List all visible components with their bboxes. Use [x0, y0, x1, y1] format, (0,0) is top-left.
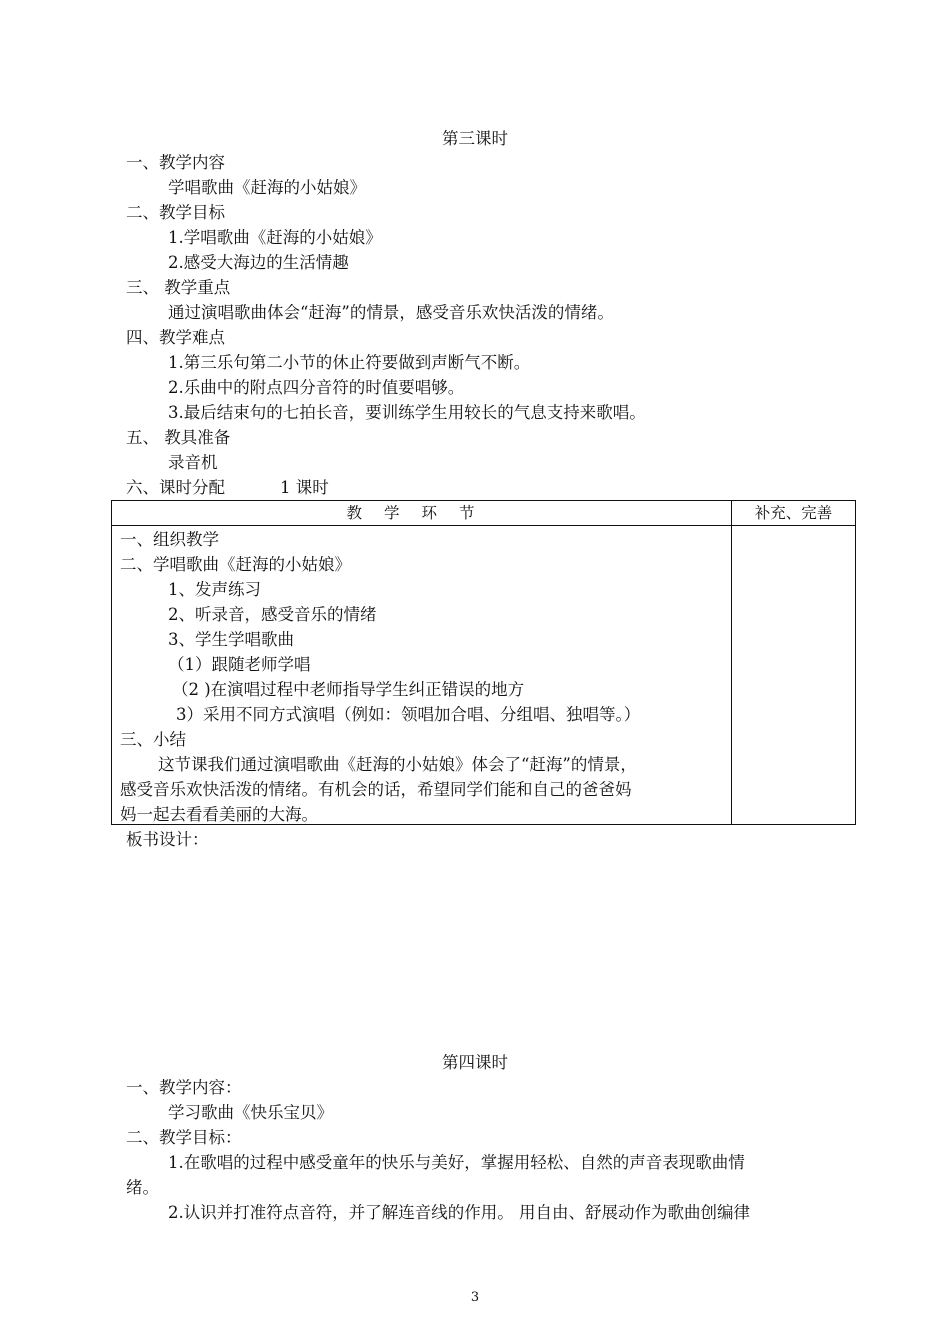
lesson4-goal-2: 2.认识并打准符点音符，并了解连音线的作用。 用自由、舒展动作为歌曲创编律	[168, 1203, 750, 1222]
substep-follow-teacher: （1）跟随老师学唱	[168, 655, 311, 674]
lesson3-goals-heading: 二、教学目标	[126, 203, 225, 222]
lesson-plan-table	[111, 500, 856, 825]
substep-teacher-guidance: （2 )在演唱过程中老师指导学生纠正错误的地方	[172, 680, 525, 699]
step-students-learn: 3、学生学唱歌曲	[168, 630, 294, 649]
lesson4-content-heading: 一、教学内容：	[126, 1078, 242, 1097]
lesson3-difficulty-2: 2.乐曲中的附点四分音符的时值要唱够。	[168, 378, 465, 397]
table-header-steps: 教学环节	[112, 501, 732, 526]
board-design-label: 板书设计：	[126, 830, 209, 849]
table-notes-cell	[732, 526, 856, 825]
lesson3-content-heading: 一、教学内容	[126, 153, 225, 172]
lesson3-title: 第三课时	[442, 129, 508, 148]
lesson3-key-points-text: 通过演唱歌曲体会“赶海”的情景，感受音乐欢快活泼的情绪。	[168, 303, 614, 322]
lesson3-schedule-value: 1 课时	[280, 478, 329, 497]
page-number: 3	[470, 1290, 480, 1305]
lesson4-goals-heading: 二、教学目标：	[126, 1128, 242, 1147]
table-header-notes: 补充、完善	[732, 501, 856, 526]
lesson3-content-text: 学唱歌曲《赶海的小姑娘》	[168, 178, 366, 197]
lesson4-goal-1-cont: 绪。	[126, 1178, 159, 1197]
table-steps-cell	[112, 526, 732, 825]
lesson4-goal-1: 1.在歌唱的过程中感受童年的快乐与美好，掌握用轻松、自然的声音表现歌曲情	[168, 1153, 745, 1172]
lesson4-content-text: 学习歌曲《快乐宝贝》	[168, 1103, 333, 1122]
step-vocal-practice: 1、发声练习	[168, 580, 261, 599]
summary-line-3: 妈一起去看看美丽的大海。	[120, 805, 318, 824]
lesson3-goal-1: 1.学唱歌曲《赶海的小姑娘》	[168, 228, 382, 247]
summary-line-2: 感受音乐欢快活泼的情绪。有机会的话，希望同学们能和自己的爸爸妈	[120, 780, 632, 799]
lesson3-difficulties-heading: 四、教学难点	[126, 328, 225, 347]
lesson3-difficulty-3: 3.最后结束句的七拍长音，要训练学生用较长的气息支持来歌唱。	[168, 403, 646, 422]
lesson3-schedule-heading: 六、课时分配	[126, 478, 225, 497]
lesson3-key-points-heading: 三、 教学重点	[126, 278, 231, 297]
step-organize: 一、组织教学	[120, 530, 219, 549]
lesson4-title: 第四课时	[442, 1053, 508, 1072]
lesson3-materials-text: 录音机	[168, 453, 218, 472]
substep-various-methods: 3）采用不同方式演唱（例如：领唱加合唱、分组唱、独唱等。）	[176, 705, 641, 724]
step-listen: 2、听录音，感受音乐的情绪	[168, 605, 377, 624]
step-summary: 三、小结	[120, 730, 186, 749]
lesson3-difficulty-1: 1.第三乐句第二小节的休止符要做到声断气不断。	[168, 353, 531, 372]
summary-line-1: 这节课我们通过演唱歌曲《赶海的小姑娘》体会了“赶海”的情景，	[158, 755, 637, 774]
lesson3-materials-heading: 五、 教具准备	[126, 428, 231, 447]
step-learn-song: 二、学唱歌曲《赶海的小姑娘》	[120, 555, 351, 574]
lesson3-goal-2: 2.感受大海边的生活情趣	[168, 253, 349, 272]
